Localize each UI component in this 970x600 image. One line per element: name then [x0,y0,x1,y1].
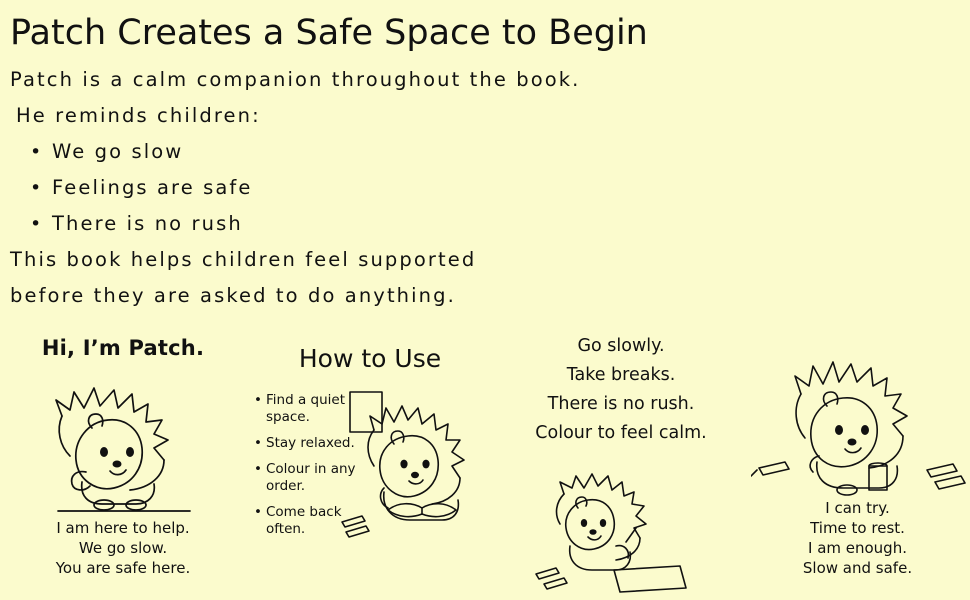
affirmation-line: Colour to feel calm. [535,423,707,443]
closing-paragraph [10,242,476,314]
panel-affirmations [512,330,730,600]
patch-hedgehog-waving-icon [30,364,220,514]
panel-hi-im-patch [8,330,238,600]
affirmation-line: Take breaks. [566,365,676,385]
patch-hedgehog-reading-book-icon [336,384,501,544]
panel-1-title: Hi, I’m Patch. [41,336,205,360]
caption-line: Time to rest. [810,519,905,537]
panel-2-title: How to Use [298,344,442,373]
list-item: • Colour in any order. [254,461,374,495]
closing-line-1: This book helps children feel supported [10,248,477,271]
closing-line-2: before they are asked to do anything. [10,284,456,307]
patch-hedgehog-with-crayons-icon [751,344,966,504]
list-item: • There is no rush [30,206,252,242]
intro-line-1: Patch is a calm companion throughout the book. [10,68,581,91]
caption-line: You are safe here. [55,559,191,577]
list-item: • Stay relaxed. [254,435,374,452]
affirmation-line: Go slowly. [577,336,665,356]
affirmation-line: There is no rush. [547,394,695,414]
list-item: • Find a quiet space. [254,392,374,426]
list-item: • Come back often. [254,504,374,538]
caption-line: We go slow. [78,539,168,557]
reminder-bullet-list [30,134,252,242]
panel-row [0,330,970,600]
panel-3-affirmations [512,332,730,448]
panel-how-to-use [240,330,500,600]
caption-line: Slow and safe. [802,559,913,577]
panel-4-caption [745,498,970,578]
page-title: Patch Creates a Safe Space to Begin [10,13,648,53]
list-item: • We go slow [30,134,252,170]
intro-line-2: He reminds children: [16,104,261,127]
caption-line: I can try. [825,499,890,517]
panel-1-caption [8,518,238,578]
caption-line: I am enough. [808,539,907,557]
caption-line: I am here to help. [56,519,190,537]
panel-i-can-try [745,330,970,600]
patch-hedgehog-drawing-icon [530,470,695,595]
list-item: • Feelings are safe [30,170,252,206]
